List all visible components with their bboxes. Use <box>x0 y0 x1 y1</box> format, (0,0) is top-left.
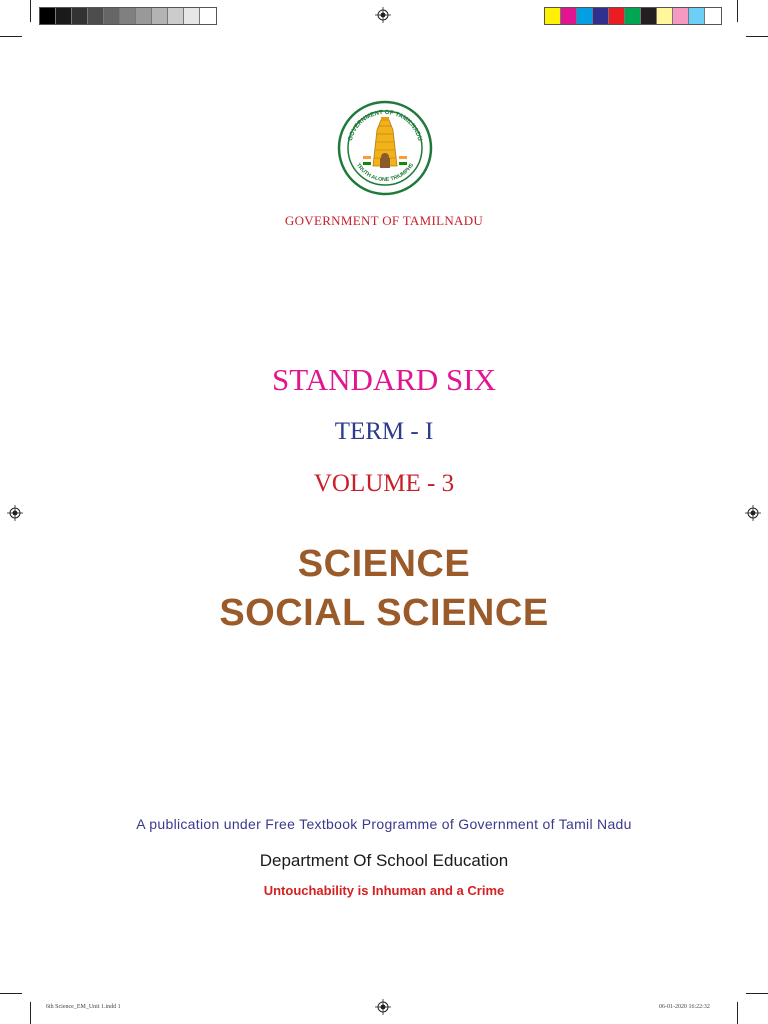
gray-swatch-9 <box>184 8 200 24</box>
gray-swatch-1 <box>56 8 72 24</box>
color-swatch-1 <box>561 8 577 24</box>
crop-mark-bottom-left-v <box>30 1002 31 1024</box>
color-swatch-9 <box>689 8 705 24</box>
color-swatch-4 <box>609 8 625 24</box>
gray-swatch-5 <box>120 8 136 24</box>
government-heading: GOVERNMENT OF TAMILNADU <box>284 213 484 228</box>
crop-mark-bottom-left-h <box>0 993 22 994</box>
color-swatch-8 <box>673 8 689 24</box>
standard-title: STANDARD SIX <box>271 362 496 397</box>
registration-mark-icon <box>375 7 391 23</box>
gray-swatch-6 <box>136 8 152 24</box>
publication-note: A publication under Free Textbook Programme of Government of Tamil Nadu <box>136 816 632 832</box>
color-swatch-3 <box>593 8 609 24</box>
term-title: TERM - I <box>334 418 434 445</box>
crop-mark-top-right-v <box>737 0 738 22</box>
emblem-top-text: GOVERNMENT OF TAMILNADU <box>346 108 424 142</box>
crop-mark-top-left-h <box>0 36 22 37</box>
emblem-bottom-text: TRUTH ALONE TRIUMPHS <box>354 162 416 183</box>
registration-mark-icon <box>7 505 23 521</box>
color-swatch-2 <box>577 8 593 24</box>
subject-science: SCIENCE <box>297 543 471 585</box>
color-swatch-0 <box>545 8 561 24</box>
gray-swatch-2 <box>72 8 88 24</box>
color-swatch-7 <box>657 8 673 24</box>
crop-mark-bottom-right-h <box>746 993 768 994</box>
gray-swatch-8 <box>168 8 184 24</box>
tamilnadu-emblem-icon <box>337 100 433 196</box>
gray-swatch-4 <box>104 8 120 24</box>
volume-title: VOLUME - 3 <box>313 470 455 497</box>
registration-mark-icon <box>375 999 391 1015</box>
registration-mark-icon <box>745 505 761 521</box>
gray-swatch-0 <box>40 8 56 24</box>
color-swatch-10 <box>705 8 721 24</box>
department-name: Department Of School Education <box>259 851 509 870</box>
crop-mark-bottom-right-v <box>737 1002 738 1024</box>
slug-datetime: 06-01-2020 16:22:32 <box>659 1004 710 1010</box>
gray-color-bar <box>39 7 217 25</box>
subject-social-science: SOCIAL SCIENCE <box>219 592 549 634</box>
gray-swatch-10 <box>200 8 216 24</box>
slug-filename: 6th Science_EM_Unit 1.indd 1 <box>46 1004 121 1010</box>
gray-swatch-3 <box>88 8 104 24</box>
process-color-bar <box>544 7 722 25</box>
gray-swatch-7 <box>152 8 168 24</box>
color-swatch-6 <box>641 8 657 24</box>
crop-mark-top-left-v <box>30 0 31 22</box>
color-swatch-5 <box>625 8 641 24</box>
crop-mark-top-right-h <box>746 36 768 37</box>
untouchability-slogan: Untouchability is Inhuman and a Crime <box>263 883 505 898</box>
